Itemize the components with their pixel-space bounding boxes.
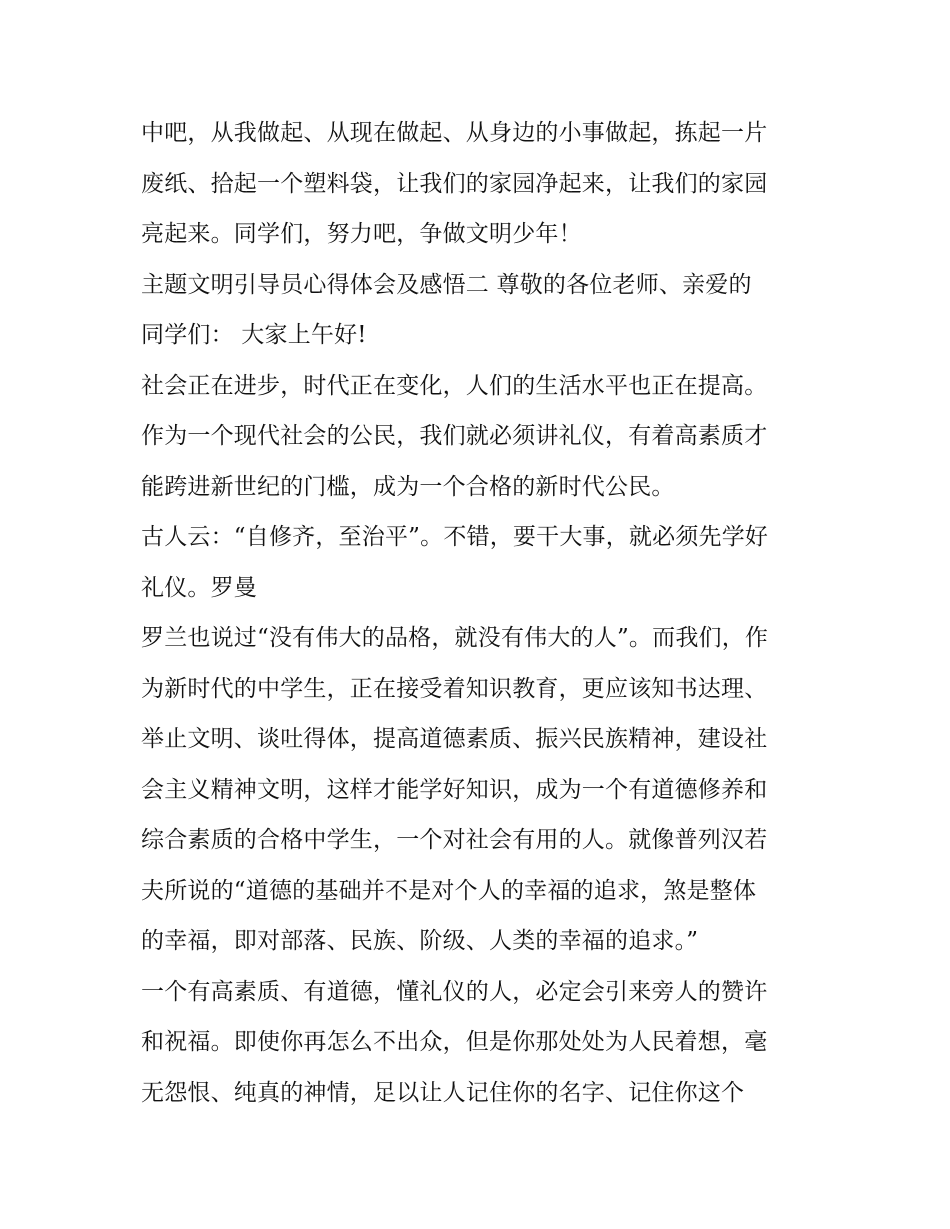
text-line: 同学们： 大家上午好! xyxy=(141,322,367,348)
text-line: 废纸、拾起一个塑料袋，让我们的家园净起来，让我们的家园 xyxy=(141,170,768,197)
text-line: 中吧，从我做起、从现在做起、从身边的小事做起，拣起一片 xyxy=(141,120,768,146)
text-line: 的幸福，即对部落、民族、阶级、人类的幸福的追求。” xyxy=(141,928,699,954)
text-line: 古人云：“自修齐，至治平”。不错，要干大事，就必须先学好 xyxy=(141,524,769,550)
body-text xyxy=(141,108,821,1118)
text-line: 和祝福。即使你再怎么不出众，但是你那处处为人民着想，毫 xyxy=(141,1029,768,1055)
text-line: 会主义精神文明，这样才能学好知识，成为一个有道德修养和 xyxy=(141,776,768,803)
text-line: 为新时代的中学生，正在接受着知识教育，更应该知书达理、 xyxy=(141,675,768,702)
text-line: 亮起来。同学们，努力吧，争做文明少年！ xyxy=(141,221,582,247)
text-line: 夫所说的“道德的基础并不是对个人的幸福的追求，煞是整体 xyxy=(141,877,757,904)
text-line: 礼仪。罗曼 xyxy=(141,574,257,601)
text-line: 举止文明、谈吐得体，提高道德素质、振兴民族精神，建设社 xyxy=(141,726,768,752)
text-line: 主题文明引导员心得体会及感悟二 尊敬的各位老师、亲爱的 xyxy=(141,271,752,298)
text-line: 一个有高素质、有道德，懂礼仪的人，必定会引来旁人的赞许 xyxy=(141,978,768,1005)
text-line: 罗兰也说过“没有伟大的品格，就没有伟大的人”。而我们，作 xyxy=(141,625,769,651)
text-line: 综合素质的合格中学生，一个对社会有用的人。就像普列汉若 xyxy=(141,827,768,853)
text-line: 能跨进新世纪的门槛，成为一个合格的新时代公民。 xyxy=(141,473,675,500)
text-line: 社会正在进步，时代正在变化，人们的生活水平也正在提高。 xyxy=(141,372,768,399)
text-line: 作为一个现代社会的公民，我们就必须讲礼仪，有着高素质才 xyxy=(141,423,768,449)
text-line: 无怨恨、纯真的神情，足以让人记住你的名字、记住你这个 xyxy=(141,1079,745,1106)
